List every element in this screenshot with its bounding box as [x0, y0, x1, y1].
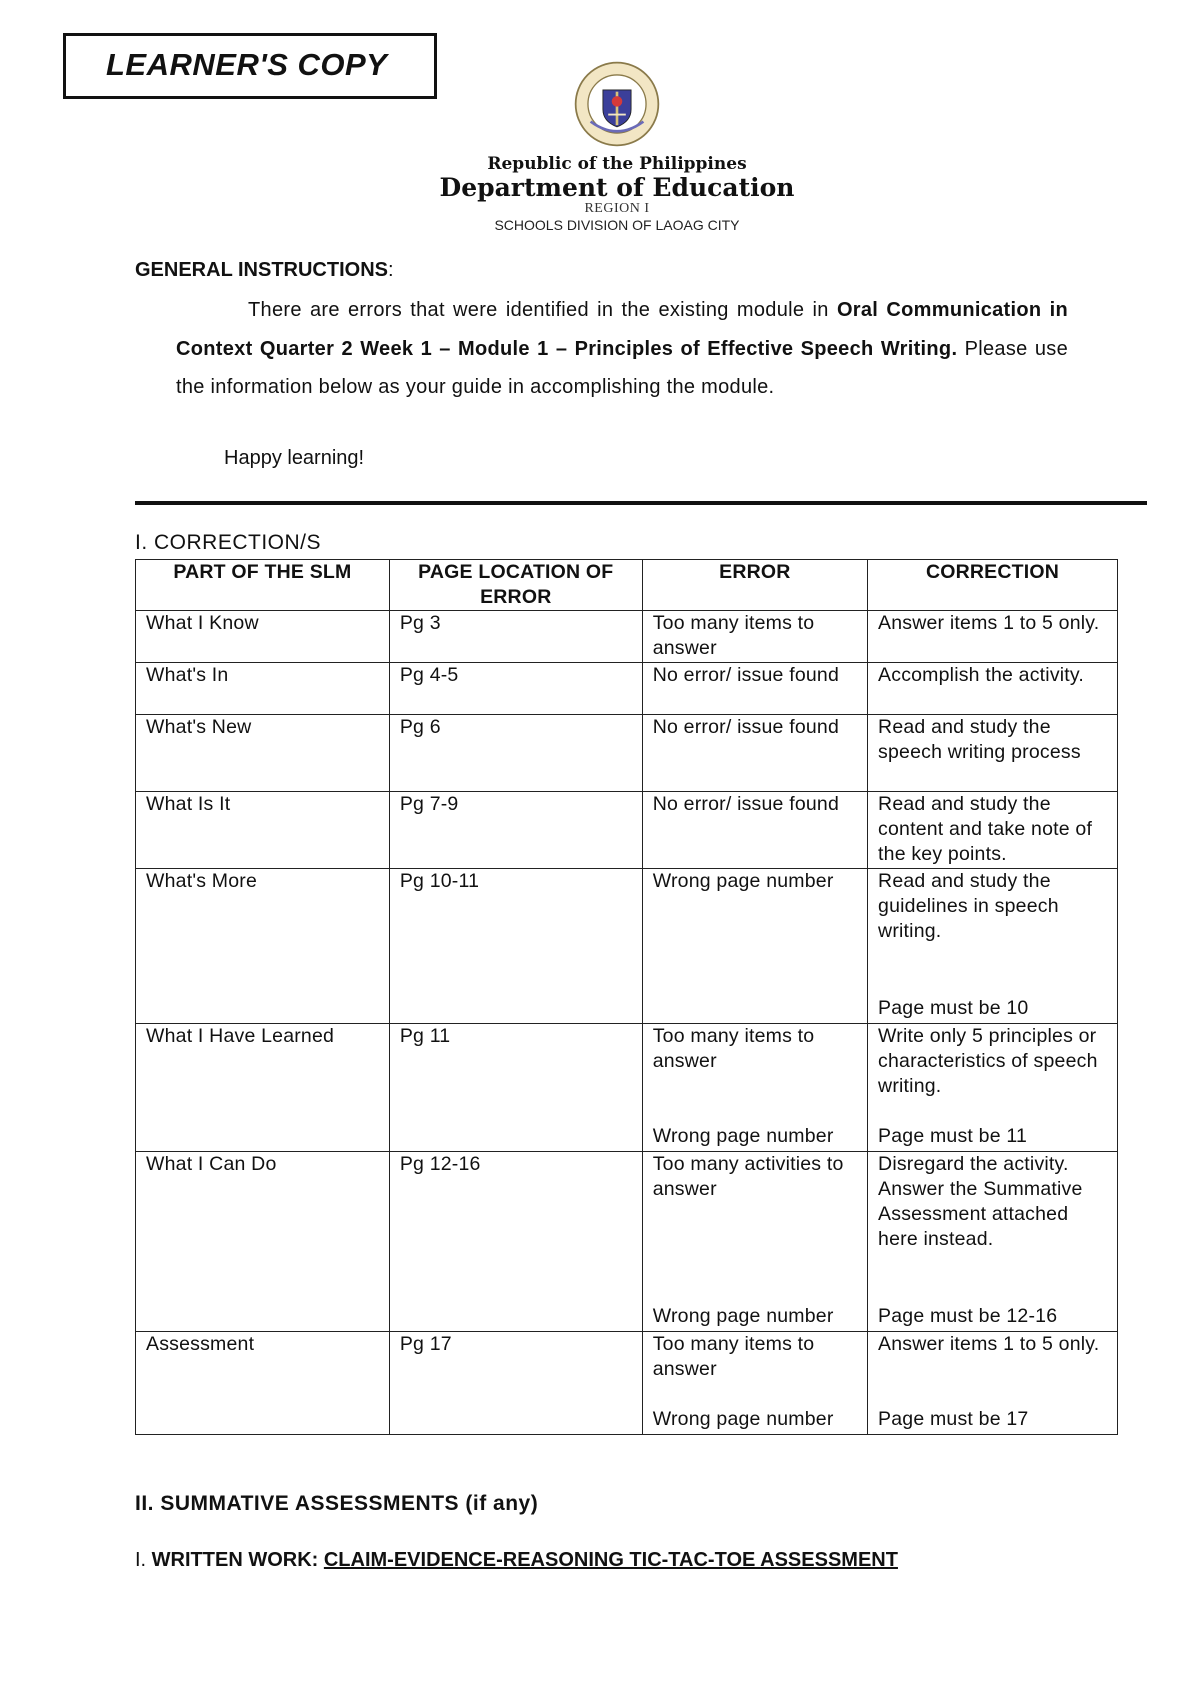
column-header: ERROR [642, 560, 867, 611]
correction-text: Write only 5 principles or characteristics of speech writing. [878, 1025, 1098, 1097]
part-cell: What Is It [136, 792, 390, 869]
error-page-note: Wrong page number [652, 1125, 834, 1147]
table-row [136, 1152, 1118, 1332]
correction-page-note: Page must be 11 [878, 1125, 1028, 1147]
page-cell: Pg 12-16 [389, 1152, 642, 1332]
learners-copy-label: LEARNER'S COPY [106, 47, 388, 82]
part-cell: What I Can Do [136, 1152, 390, 1332]
error-cell: No error/ issue found [642, 792, 867, 869]
table-row [136, 663, 1118, 715]
error-text: Too many items to answer [652, 1333, 815, 1380]
correction-page-note: Page must be 12-16 [878, 1305, 1058, 1327]
error-cell [642, 1024, 867, 1152]
column-header: CORRECTION [868, 560, 1118, 611]
page-cell: Pg 17 [389, 1332, 642, 1435]
corrections-heading: I. CORRECTION/S [135, 531, 322, 554]
deped-seal-icon [573, 60, 661, 148]
column-header: PAGE LOCATION OF ERROR [389, 560, 642, 611]
page-cell: Pg 3 [389, 611, 642, 663]
error-text: Too many activities to answer [652, 1153, 844, 1200]
written-work-line: I. WRITTEN WORK: CLAIM-EVIDENCE-REASONING TIC-TAC-TOE ASSESSMENT [135, 1549, 898, 1571]
table-header-row [136, 560, 1118, 611]
error-text: Too many items to answer [652, 1025, 815, 1072]
error-cell [642, 1152, 867, 1332]
part-cell: What I Know [136, 611, 390, 663]
part-cell: What's In [136, 663, 390, 715]
general-instructions-title: GENERAL INSTRUCTIONS: [135, 259, 394, 281]
page-cell: Pg 7-9 [389, 792, 642, 869]
error-cell: Too many items to answer [642, 611, 867, 663]
error-cell [642, 1332, 867, 1435]
written-work-title: CLAIM-EVIDENCE-REASONING TIC-TAC-TOE ASSESSMENT [323, 1549, 898, 1571]
correction-cell: Answer items 1 to 5 only. [868, 611, 1118, 663]
correction-cell [868, 1332, 1118, 1435]
page-cell: Pg 10-11 [389, 869, 642, 1024]
correction-cell [868, 1024, 1118, 1152]
correction-text: Answer items 1 to 5 only. [878, 1333, 1100, 1355]
closing-line: Happy learning! [224, 447, 365, 469]
error-cell: Wrong page number [642, 869, 867, 1024]
division-line: SCHOOLS DIVISION OF LAOAG CITY [494, 217, 740, 233]
department-name: Department of Education [439, 173, 795, 202]
error-page-note: Wrong page number [652, 1305, 834, 1327]
general-instructions-paragraph: There are errors that were identified in the existing module in Oral Communication in Context Quarter 2 Week 1 – Module 1 – Principles of Effective Speech Writing. Please use the information below as your guide in accomplishing the module. [176, 299, 1069, 398]
correction-text: Disregard the activity. Answer the Summative Assessment attached here instead. [878, 1153, 1083, 1250]
region-line: REGION I [584, 201, 650, 216]
correction-cell [868, 1152, 1118, 1332]
correction-cell: Read and study the content and take note of the key points. [868, 792, 1118, 869]
page-cell: Pg 4-5 [389, 663, 642, 715]
summative-heading: II. SUMMATIVE ASSESSMENTS (if any) [135, 1492, 539, 1515]
correction-text: Read and study the guidelines in speech writing. [878, 870, 1059, 942]
column-header: PART OF THE SLM [136, 560, 390, 611]
part-cell: What's New [136, 715, 390, 792]
error-cell: No error/ issue found [642, 663, 867, 715]
table-row [136, 792, 1118, 869]
part-cell: What's More [136, 869, 390, 1024]
section-divider [135, 501, 1147, 505]
correction-cell: Read and study the speech writing process [868, 715, 1118, 792]
table-row [136, 1332, 1118, 1435]
correction-cell [868, 869, 1118, 1024]
table-row [136, 869, 1118, 1024]
table-row [136, 1024, 1118, 1152]
part-cell: Assessment [136, 1332, 390, 1435]
table-row [136, 611, 1118, 663]
republic-line: Republic of the Philippines [487, 154, 747, 174]
correction-page-note: Page must be 10 [878, 997, 1029, 1019]
page-cell: Pg 11 [389, 1024, 642, 1152]
correction-page-note: Page must be 17 [878, 1408, 1029, 1430]
page-cell: Pg 6 [389, 715, 642, 792]
part-cell: What I Have Learned [136, 1024, 390, 1152]
error-cell: No error/ issue found [642, 715, 867, 792]
error-page-note: Wrong page number [652, 1408, 834, 1430]
table-row [136, 715, 1118, 792]
corrections-table [135, 559, 1118, 1435]
learners-copy-box [63, 33, 437, 99]
module-title: Oral Communication in Context Quarter 2 Week 1 – Module 1 – Principles of Effective Speech Writing. [176, 299, 1069, 360]
correction-cell: Accomplish the activity. [868, 663, 1118, 715]
